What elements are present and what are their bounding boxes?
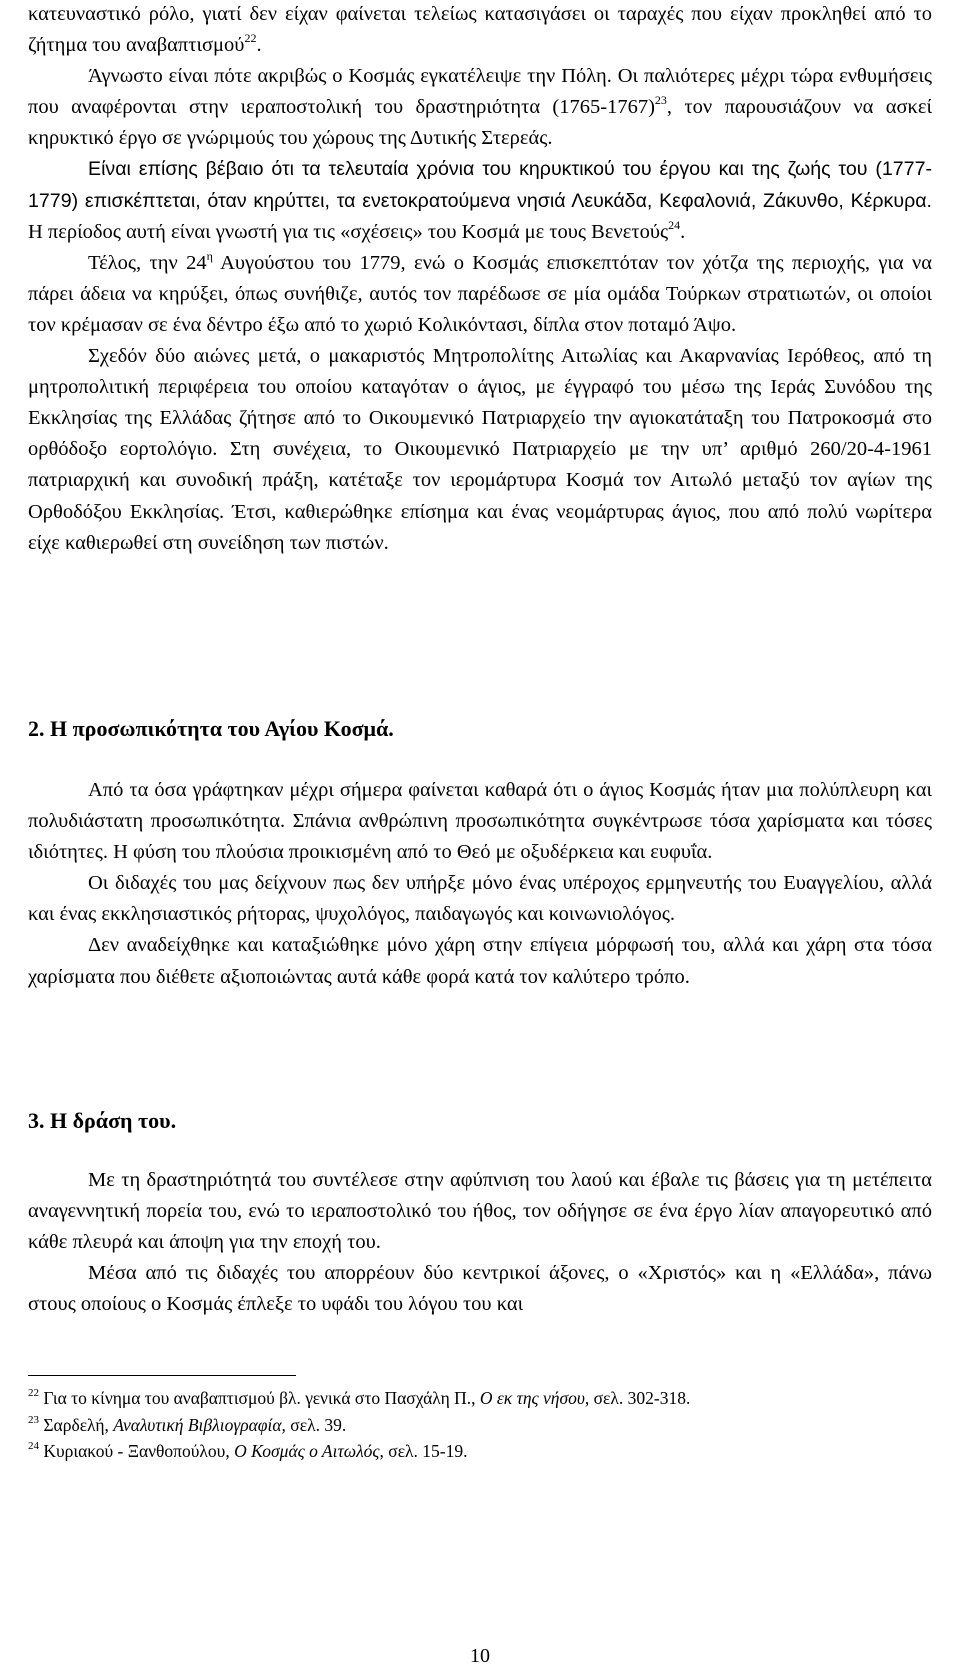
footnote-ref-22: 22 — [244, 31, 257, 46]
paragraph: Σχεδόν δύο αιώνες μετά, ο μακαριστός Μητροπολίτης Αιτωλίας και Ακαρνανίας Ιερόθεος, από τη μητροπολιτική περιφέρεια του οποίου καταγόταν ο άγιος, με έγγραφό του μέσω της Ιεράς Συνόδου της Εκκλησίας της Ελλάδας ζήτησε από το Οικουμενικό Πατριαρχείο την αγιοκατάταξη του Πατροκοσμά στο ορθόδοξο εορτολόγιο. Στη συνέχεια, το Οικουμενικό Πατριαρχείο με την υπ’ αριθμό 260/20-4-1961 πατριαρχική και συνοδική πράξη, κατέταξε τον ιερομάρτυρα Κοσμά τον Αιτωλό μεταξύ τον αγίων της Ορθοδόξου Εκκλησίας. Έτσι, καθιερώθηκε επίσημα και ένας νεομάρτυρας άγιος, που από πολύ νωρίτερα είχε καθιερωθεί στη συνείδηση των πιστών. — [28, 345, 932, 554]
paragraph: Δεν αναδείχθηκε και καταξιώθηκε μόνο χάρη στην επίγεια μόρφωσή του, αλλά και χάρη στα τόσα χαρίσματα που διέθετε αξιοποιώντας αυτά κάθε φορά κατά τον καλύτερο τρόπο. — [28, 934, 932, 988]
section-2-body — [28, 775, 932, 993]
paragraph: Με τη δραστηριότητά του συντέλεσε στην αφύπνιση του λαού και έβαλε τις βάσεις για τη μετέπειτα αναγεννητική πορεία του, ενώ το ιεραποστολικό του ήθος, τον οδήγησε σε ένα έργο λίαν απαγορευτικό από κάθε πλευρά και άποψη για την εποχή του. — [28, 1169, 932, 1254]
body-block-top — [28, 0, 932, 559]
ordinal-superscript: η — [206, 248, 213, 263]
section-3-body — [28, 1165, 932, 1320]
section-heading-2: 2. Η προσωπικότητα του Αγίου Κοσμά. — [28, 716, 394, 741]
paragraph: Από τα όσα γράφτηκαν μέχρι σήμερα φαίνεται καθαρά ότι ο άγιος Κοσμάς ήταν μια πολύπλευρη και πολυδιάστατη προσωπικότητα. Σπάνια ανθρώπινη προσωπικότητα συγκέντρωσε τόσα χαρίσματα και τόσες ιδιότητες. Η φύση του πλούσια προικισμένη από το Θεό με οξυδέρκεια και ευφυΐα. — [28, 779, 932, 864]
section-heading-3: 3. Η δράση του. — [28, 1108, 177, 1133]
paragraph: Είναι επίσης βέβαιο ότι τα τελευταία χρόνια του κηρυκτικού του έργου και της ζωής του (1777-1779) επισκέπτεται, όταν κηρύττει, τα ενετοκρατούμενα νησιά Λευκάδα, Κεφαλονιά, Ζάκυνθο, Κέρκυρα. Η περίοδος αυτή είναι γνωστή για τις «σχέσεις» του Κοσμά με τους Βενετούς$^{24}$. — [28, 158, 932, 243]
footnote-ref-24: 24 — [668, 217, 681, 232]
footnotes — [28, 1385, 932, 1465]
paragraph: Οι διδαχές του μας δείχνουν πως δεν υπήρξε μόνο ένας υπέροχος ερμηνευτής του Ευαγγελίου, αλλά και ένας εκκλησιαστικός ρήτορας, ψυχολόγος, παιδαγωγός και κοινωνιολόγος. — [28, 872, 932, 926]
paragraph: Μέσα από τις διδαχές του απορρέουν δύο κεντρικοί άξονες, ο «Χριστός» και η «Ελλάδα», πάνω στους οποίους ο Κοσμάς έπλεξε το υφάδι του λόγου του και — [28, 1262, 932, 1316]
paragraph: Τέλος, την $24^\eta$ Αυγούστου του 1779, ενώ ο Κοσμάς επισκεπτόταν τον χότζα της περιοχής, για να πάρει άδεια να κηρύξει, όπως συνήθιζε, αυτός τον παρέδωσε σε μία ομάδα Τούρκων στρατιωτών, οι οποίοι τον κρέμασαν σε ένα δέντρο έξω από το χωριό Κολικόντασι, δίπλα στον ποταμό Άψο. — [28, 248, 932, 336]
paragraph: Άγνωστο είναι πότε ακριβώς ο Κοσμάς εγκατέλειψε την Πόλη. Οι παλιότερες μέχρι τώρα ενθυμήσεις που αναφέρονται στην ιεραποστολική του δραστηριότητα (1765-1767)$^{23}$, τον παρουσιάζουν να ασκεί κηρυκτικό έργο σε γνώριμούς του χώρους της Δυτικής Στερεάς. — [28, 65, 933, 150]
footnote-23: $^{23}$ Σαρδελή, Αναλυτική Βιβλιογραφία, σελ. 39. — [28, 1413, 347, 1435]
footnote-24: $^{24}$ Κυριακού - Ξανθοπούλου, Ο Κοσμάς ο Αιτωλός, σελ. 15-19. — [28, 1440, 468, 1461]
footnote-separator — [28, 1375, 296, 1376]
page-number: 10 — [470, 1645, 490, 1667]
footnote-22: $^{22}$ Για το κίνημα του αναβαπτισμού βλ. γενικά στο Πασχάλη Π., Ο εκ της νήσου, σελ. 302-318. — [28, 1387, 691, 1408]
footnote-ref-23: 23 — [654, 93, 667, 108]
paragraph-continued: κατευναστικό ρόλο, γιατί δεν είχαν φαίνεται τελείως κατασιγάσει οι ταραχές που είχαν προκληθεί από το ζήτημα του αναβαπτισμού$^{22}$. — [28, 3, 932, 57]
